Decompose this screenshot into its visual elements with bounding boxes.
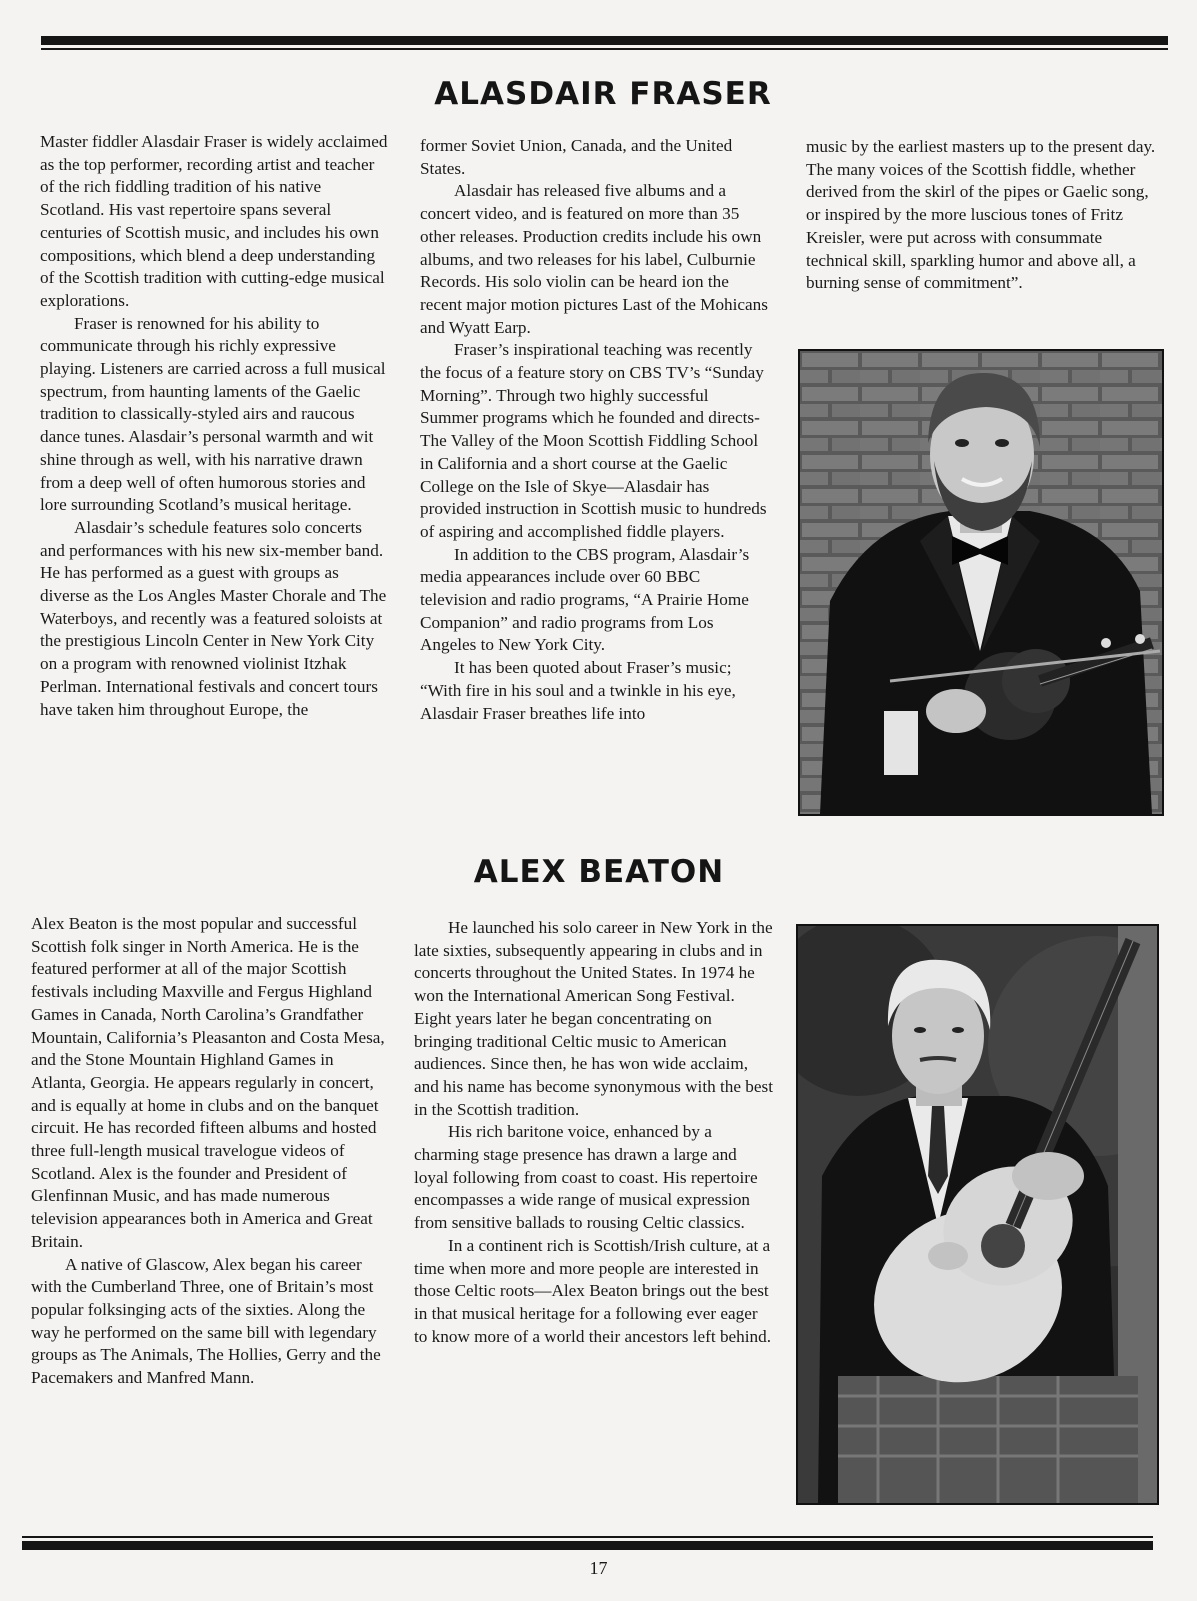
paragraph: Fraser is renowned for his ability to communicate through his richly expressive playing. Listeners are carried across a full musical spectrum, from haunting laments of the Gaelic tradition to classically-styled airs and raucous dance tunes. Alasdair’s personal warmth and wit shine through as well, with his narrative drawn from a deep well of often humorous stories and lore surrounding Scotland’s musical heritage. [40, 313, 386, 515]
heading-alasdair-fraser: ALASDAIR FRASER [434, 76, 772, 112]
bottom-rule [22, 1536, 1153, 1550]
paragraph: Master fiddler Alasdair Fraser is widely acclaimed as the top performer, recording artist and teacher of the rich fiddling tradition of his native Scotland. His vast repertoire spans several centuries of Scottish music, and includes his own compositions, which blend a deep understanding of the Scottish tradition with cutting-edge musical explorations. [40, 132, 388, 310]
heading-alex-beaton: ALEX BEATON [473, 854, 725, 890]
photo-alasdair-fraser [798, 349, 1164, 816]
page-number: 17 [589, 1558, 608, 1578]
paragraph: former Soviet Union, Canada, and the United States. [420, 136, 733, 178]
fiddler-portrait-illustration [800, 351, 1162, 814]
paragraph: In addition to the CBS program, Alasdair’s media appearances include over 60 BBC television and radio programs, “A Prairie Home Companion” and radio programs from Los Angeles to New York City. [420, 544, 750, 655]
top-rule [41, 36, 1168, 50]
paragraph: Alasdair has released five albums and a concert video, and is featured on more than 35 other releases. Production credits include his own albums, and two releases for his label, Culburnie Records. His solo violin can be heard ion the recent major motion pictures Last of the Mohicans and Wyatt Earp. [420, 181, 768, 337]
beaton-column-1 [31, 913, 391, 1390]
beaton-column-2 [414, 917, 774, 1348]
paragraph: Fraser’s inspirational teaching was recently the focus of a feature story on CBS TV’s “Sunday Morning”. Through two highly successful Summer programs which he founded and directs-The Valley of the Moon Scottish Fiddling School in California and a short course at the Gaelic College on the Isle of Skye—Alasdair has provided instruction in Scottish music to hundreds of aspiring and accomplished fiddle players. [420, 340, 767, 541]
paragraph: Alasdair’s schedule features solo concerts and performances with his new six-member band. He has performed as a guest with groups as diverse as the Los Angles Master Chorale and The Waterboys, and recently was a featured soloists at the prestigious Lincoln Center in New York City on a program with renowned violinist Itzhak Perlman. International festivals and concert tours have taken him throughout Europe, the [40, 517, 387, 719]
paragraph: He launched his solo career in New York in the late sixties, subsequently appearing in clubs and in concerts throughout the United States. In 1974 he won the International American Song Festival. Eight years later he began concentrating on bringing traditional Celtic music to American audiences. Since then, he has won wide acclaim, and his name has become synonymous with the best in the Scottish tradition. [414, 918, 773, 1119]
guitarist-portrait-illustration [798, 926, 1157, 1503]
paragraph: A native of Glascow, Alex began his career with the Cumberland Three, one of Britain’s most popular folksinging acts of the sixties. Along the way he performed on the same bill with legendary groups as The Animals, The Hollies, Gerry and the Pacemakers and Manfred Mann. [31, 1254, 381, 1388]
paragraph: His rich baritone voice, enhanced by a charming stage presence has drawn a large and loyal following from coast to coast. His repertoire encompasses a wide range of musical expression from sensitive ballads to rousing Celtic classics. [414, 1122, 758, 1233]
fraser-column-2 [420, 135, 770, 725]
fraser-column-3 [806, 136, 1162, 295]
paragraph: It has been quoted about Fraser’s music; “With fire in his soul and a twinkle in his eye, Alasdair Fraser breathes life into [420, 658, 736, 723]
paragraph: music by the earliest masters up to the present day. The many voices of the Scottish fiddle, whether derived from the skirl of the pipes or Gaelic song, or inspired by the more luscious tones of Fritz Kreisler, were put across with consummate technical skill, sparkling humor and above all, a burning sense of commitment”. [806, 137, 1156, 293]
photo-alex-beaton [796, 924, 1159, 1505]
paragraph: In a continent rich is Scottish/Irish culture, at a time when more and more people are interested in those Celtic roots—Alex Beaton brings out the best in that musical heritage for a following ever eager to know more of a world their ancestors left behind. [414, 1235, 772, 1346]
fraser-column-1 [40, 131, 388, 721]
paragraph: Alex Beaton is the most popular and successful Scottish folk singer in North America. He is the featured performer at all of the major Scottish festivals including Maxville and Fergus Highland Games in Canada, North Carolina’s Grandfather Mountain, California’s Pleasanton and Costa Mesa, and the Stone Mountain Highland Games in Atlanta, Georgia. He appears regularly in concert, and is equally at home in clubs and on the banquet circuit. He has recorded fifteen albums and hosted three full-length musical travelogue videos of Scotland. Alex is the founder and President of Glenfinnan Music, and has made numerous television appearances both in America and Great Britain. [31, 914, 385, 1251]
